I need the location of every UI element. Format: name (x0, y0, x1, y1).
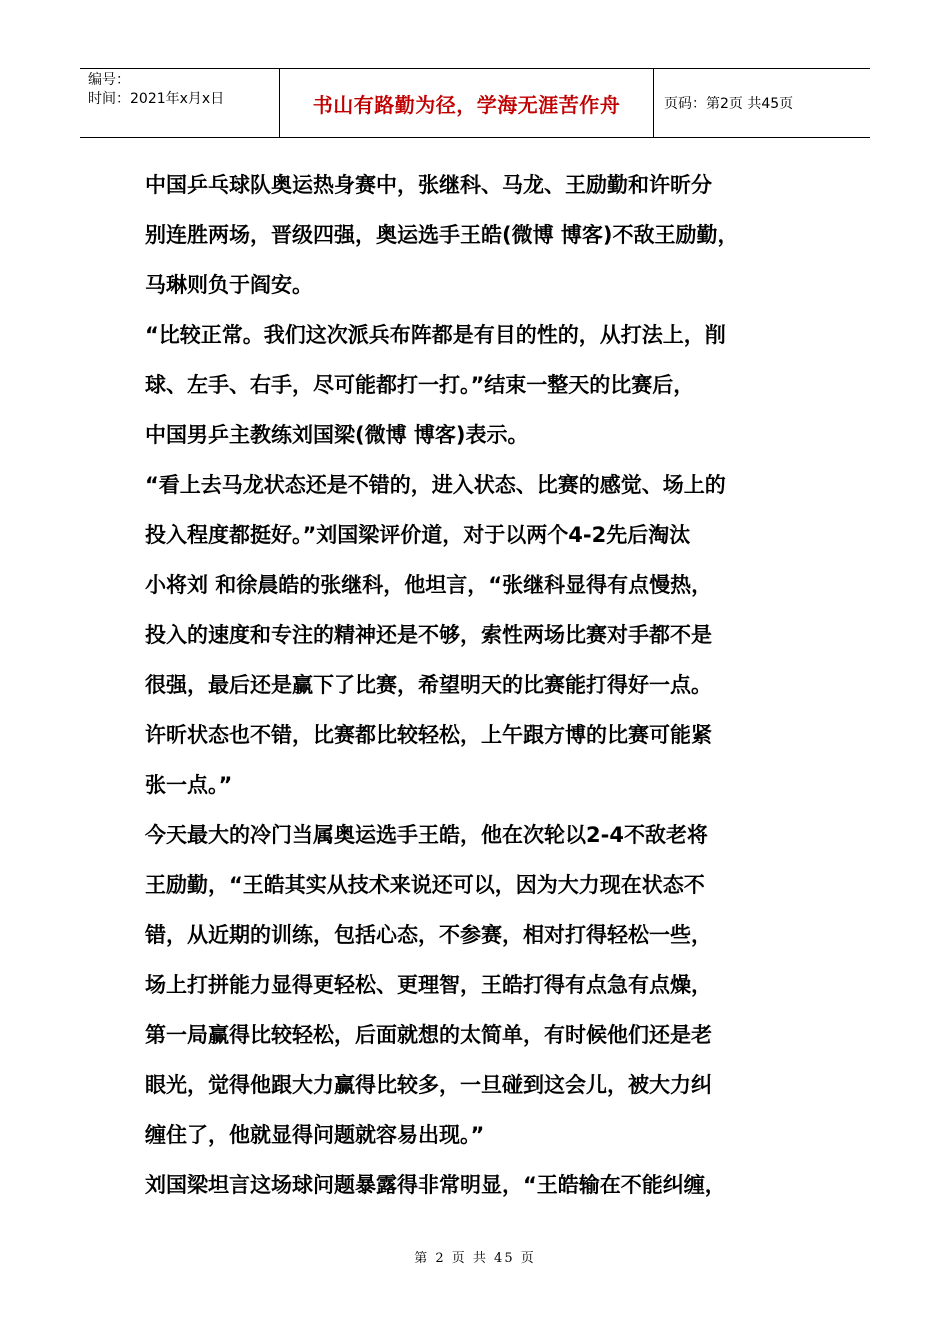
body-line: 小将刘 和徐晨皓的张继科，他坦言，“张继科显得有点慢热， (145, 573, 713, 597)
time-label: 时间：2021年x月x日 (88, 91, 225, 107)
document-header (80, 68, 870, 138)
body-line: 中国男乒主教练刘国梁(微博 博客)表示。 (145, 423, 529, 447)
body-line: 缠住了，他就显得问题就容易出现。” (145, 1123, 485, 1147)
body-line: 投入的速度和专注的精神还是不够，索性两场比赛对手都不是 (145, 623, 712, 647)
header-motto: 书山有路勤为径，学海无涯苦作舟 (280, 69, 654, 137)
body-line: 球、左手、右手，尽可能都打一打。”结束一整天的比赛后， (145, 373, 695, 397)
document-body (145, 160, 835, 1210)
body-line: 投入程度都挺好。”刘国梁评价道，对于以两个4-2先后淘汰 (145, 523, 691, 547)
body-line: “看上去马龙状态还是不错的，进入状态、比赛的感觉、场上的 (145, 473, 726, 497)
body-line: 王励勤，“王皓其实从技术来说还可以，因为大力现在状态不 (145, 873, 705, 897)
body-line: 中国乒乓球队奥运热身赛中，张继科、马龙、王励勤和许昕分 (145, 173, 712, 197)
body-line: “比较正常。我们这次派兵布阵都是有目的性的，从打法上，削 (145, 323, 726, 347)
body-line: 张一点。” (145, 773, 233, 797)
header-page-info: 页码：第2页 共45页 (664, 96, 794, 112)
body-line: 马琳则负于阎安。 (145, 273, 313, 297)
body-line: 第一局赢得比较轻松，后面就想的太简单，有时候他们还是老 (145, 1023, 712, 1047)
page-footer: 第 2 页 共 45 页 (414, 1251, 536, 1266)
header-meta (80, 69, 280, 137)
body-line: 别连胜两场，晋级四强，奥运选手王皓(微博 博客)不敌王励勤， (145, 223, 739, 247)
body-line: 眼光，觉得他跟大力赢得比较多，一旦碰到这会儿，被大力纠 (145, 1073, 712, 1097)
body-line: 错，从近期的训练，包括心态，不参赛，相对打得轻松一些， (145, 923, 712, 947)
number-label: 编号： (88, 72, 130, 88)
body-line: 场上打拼能力显得更轻松、更理智，王皓打得有点急有点燥， (145, 973, 712, 997)
body-line: 今天最大的冷门当属奥运选手王皓，他在次轮以2-4不敌老将 (145, 823, 708, 847)
body-line: 刘国梁坦言这场球问题暴露得非常明显，“王皓输在不能纠缠， (145, 1173, 726, 1197)
body-line: 许昕状态也不错，比赛都比较轻松，上午跟方博的比赛可能紧 (145, 723, 712, 747)
body-line: 很强，最后还是赢下了比赛，希望明天的比赛能打得好一点。 (145, 673, 712, 697)
